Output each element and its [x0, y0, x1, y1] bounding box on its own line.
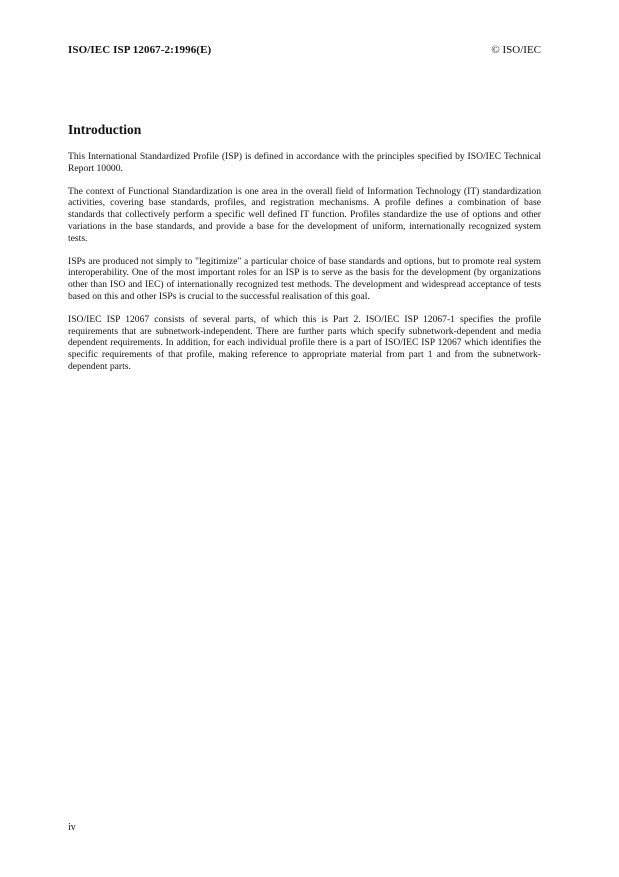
copyright-notice: © ISO/IEC	[491, 44, 541, 56]
paragraph-isp-purpose: ISPs are produced not simply to "legitimize" a particular choice of base standards and options, but to promote real system interoperability. One of the most important roles for an ISP is to serve as the basis for the development (by organizations other than ISO and IEC) of internationally recognized test methods. The development and widespread acceptance of tests based on this and other ISPs is crucial to the successful realisation of this goal.	[68, 255, 541, 302]
paragraph-isp-12067-parts: ISO/IEC ISP 12067 consists of several parts, of which this is Part 2. ISO/IEC ISP 12067-1 specifies the profile requirements that are subnetwork-independent. There are further parts which specify subnetwork-dependent and media dependent requirements. In addition, for each individual profile there is a part of ISO/IEC ISP 12067 which identifies the specific requirements of that profile, making reference to appropriate material from part 1 and from the subnetwork-dependent parts.	[68, 313, 541, 372]
paragraph-isp-definition: This International Standardized Profile (ISP) is defined in accordance with the principles specified by ISO/IEC Technical Report 10000.	[68, 151, 541, 174]
paragraph-functional-standardization: The context of Functional Standardization is one area in the overall field of Information Technology (IT) standardization activities, covering base standards, profiles, and registration mechanisms. A profile defines a combination of base standards that collectively perform a specific well defined IT function. Profiles standardize the use of options and other variations in the base standards, and provide a base for the development of uniform, internationally recognized system tests.	[68, 185, 541, 244]
section-title: Introduction	[68, 122, 142, 137]
introduction-body	[68, 151, 541, 384]
document-identifier: ISO/IEC ISP 12067-2:1996(E)	[68, 44, 212, 56]
page-number: iv	[68, 822, 76, 833]
